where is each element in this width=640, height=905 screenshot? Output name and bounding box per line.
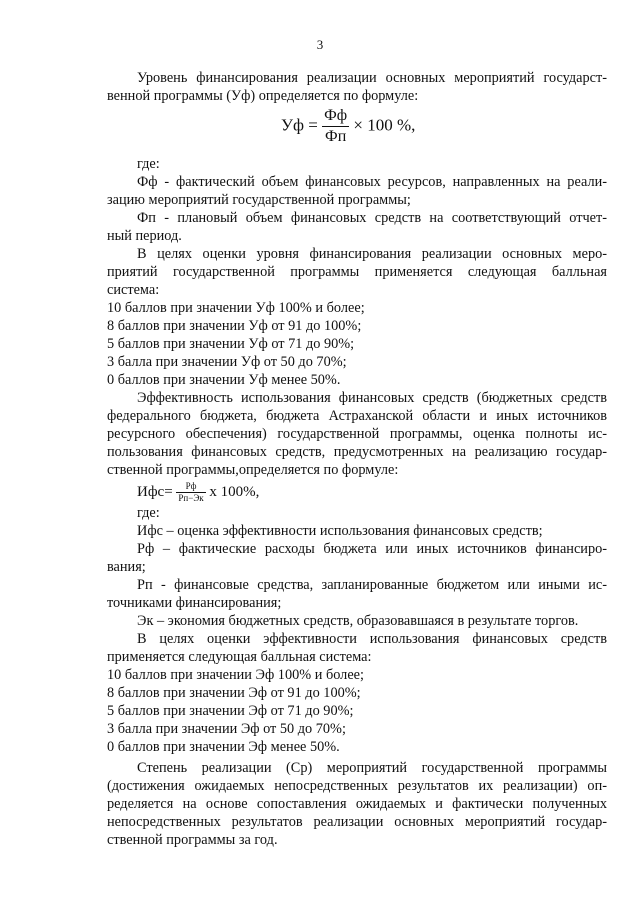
formula-fraction	[322, 106, 349, 147]
formula-denominator: Фп	[322, 126, 349, 147]
paragraph-line: Степень реализации (Ср) мероприятий государственной программы	[137, 760, 607, 776]
paragraph-line: Эффективность использования финансовых средств (бюджетных средств	[137, 390, 607, 406]
scale-item: 0 баллов при значении Эф менее 50%.	[107, 739, 340, 755]
formula-uf	[281, 106, 415, 147]
scale-item: 8 баллов при значении Эф от 91 до 100%;	[107, 685, 361, 701]
paragraph-line: федерального бюджета, бюджета Астраханской области и иных источников	[107, 408, 607, 424]
scale-item: 3 балла при значении Эф от 50 до 70%;	[107, 721, 346, 737]
formula-ifs	[137, 481, 259, 504]
scale-item: 5 баллов при значении Эф от 71 до 90%;	[107, 703, 354, 719]
paragraph-line: точниками финансирования;	[107, 595, 282, 611]
paragraph-line: Рф – фактические расходы бюджета или иных источников финансиро-	[137, 541, 607, 557]
paragraph-line: вания;	[107, 559, 146, 575]
where-label: где:	[137, 156, 160, 172]
paragraph-line: пользования финансовых средств, предусмотренных на реализацию государ-	[107, 444, 607, 460]
paragraph-line: ный период.	[107, 228, 182, 244]
formula-fraction	[176, 481, 205, 504]
paragraph-line: Уровень финансирования реализации основных мероприятий государст-	[137, 70, 607, 86]
paragraph-line: ресурсного обеспечения) государственной программы, оценка полноты ис-	[107, 426, 607, 442]
formula-tail: × 100 %,	[353, 115, 416, 135]
paragraph-line: Ифс – оценка эффективности использования финансовых средств;	[137, 523, 543, 539]
scale-item: 0 баллов при значении Уф менее 50%.	[107, 372, 341, 388]
formula-numerator: Фф	[324, 107, 348, 124]
paragraph-line: ственной программы,определяется по формуле:	[107, 462, 399, 478]
formula-lhs: Ифс=	[137, 483, 173, 500]
scale-item: 10 баллов при значении Эф 100% и более;	[107, 667, 364, 683]
paragraph-line: непосредственных результатов реализации основных мероприятий государ-	[107, 814, 607, 830]
scale-item: 5 баллов при значении Уф от 71 до 90%;	[107, 336, 355, 352]
paragraph-line: Фф - фактический объем финансовых ресурсов, направленных на реали-	[137, 174, 607, 190]
scale-item: 3 балла при значении Уф от 50 до 70%;	[107, 354, 347, 370]
paragraph-line: В целях оценки эффективности использования финансовых средств	[137, 631, 607, 647]
formula-lhs: Уф =	[281, 115, 318, 135]
formula-tail: х 100%,	[209, 483, 260, 500]
paragraph-line: Эк – экономия бюджетных средств, образовавшаяся в результате торгов.	[137, 613, 579, 629]
paragraph-line: ственной программы за год.	[107, 832, 278, 848]
paragraph-line: Фп - плановый объем финансовых средств на соответствующий отчет-	[137, 210, 607, 226]
paragraph-line: система:	[107, 282, 160, 298]
paragraph-line: венной программы (Уф) определяется по формуле:	[107, 88, 419, 104]
paragraph-line: В целях оценки уровня финансирования реализации основных меро-	[137, 246, 607, 262]
paragraph-line: применяется следующая балльная система:	[107, 649, 372, 665]
paragraph-line: Рп - финансовые средства, запланированные бюджетом или иными ис-	[137, 577, 607, 593]
formula-denominator: Рп−Эк	[178, 493, 204, 503]
scale-item: 8 баллов при значении Уф от 91 до 100%;	[107, 318, 362, 334]
scale-item: 10 баллов при значении Уф 100% и более;	[107, 300, 365, 316]
paragraph-line: зацию мероприятий государственной программы;	[107, 192, 411, 208]
page-number: 3	[316, 37, 324, 52]
formula-numerator: Рф	[185, 481, 197, 491]
paragraph-line: приятий государственной программы применяется следующая балльная	[107, 264, 607, 280]
paragraph-line: ределяется на основе сопоставления ожидаемых и фактически полученных	[107, 796, 607, 812]
where-label: где:	[137, 505, 160, 521]
paragraph-line: (достижения ожидаемых непосредственных результатов их реализации) оп-	[107, 778, 607, 794]
